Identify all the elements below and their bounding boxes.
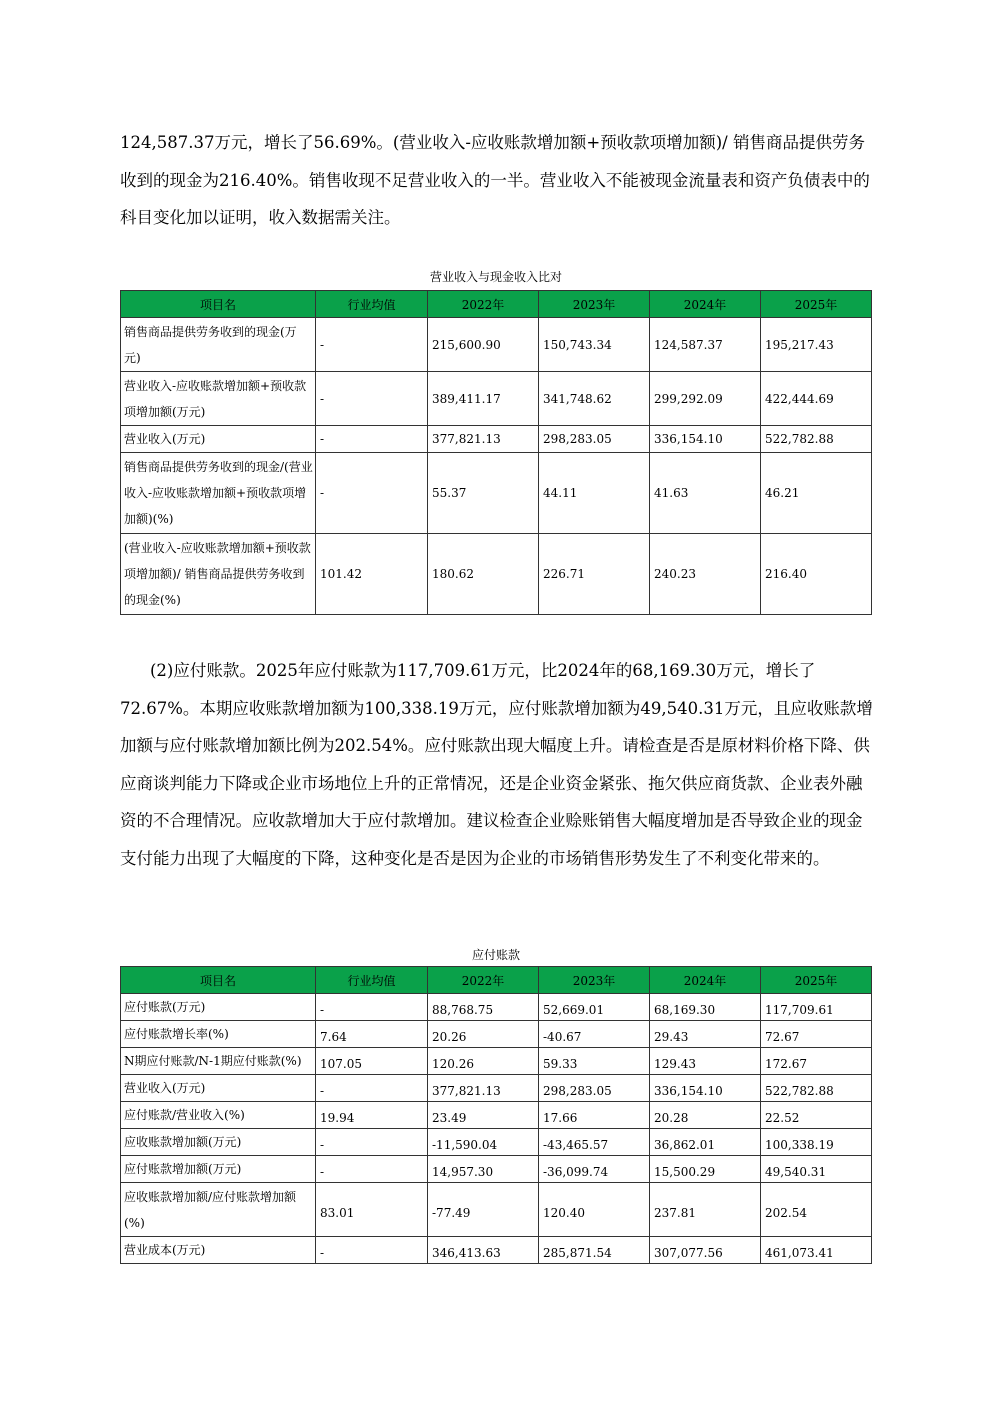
row-label: 应付账款增长率(%) <box>121 1021 316 1048</box>
row-label: N期应付账款/N-1期应付账款(%) <box>121 1048 316 1075</box>
table-cell: 336,154.10 <box>650 426 761 453</box>
table-cell: 7.64 <box>316 1021 428 1048</box>
table-cell: 101.42 <box>316 534 428 615</box>
table-cell: 83.01 <box>316 1183 428 1237</box>
table1-caption: 营业收入与现金收入比对 <box>429 270 562 284</box>
row-label: 销售商品提供劳务收到的现金(万元) <box>121 318 316 372</box>
row-label: 营业成本(万元) <box>121 1237 316 1264</box>
row-label: 应付账款/营业收入(%) <box>121 1102 316 1129</box>
column-header: 2024年 <box>650 967 761 994</box>
table-cell: 124,587.37 <box>650 318 761 372</box>
table-cell: 14,957.30 <box>428 1156 539 1183</box>
table-cell: 240.23 <box>650 534 761 615</box>
table-cell: 29.43 <box>650 1021 761 1048</box>
table-cell: - <box>316 318 428 372</box>
table-row <box>121 453 872 534</box>
column-header: 行业均值 <box>316 967 428 994</box>
table-cell: - <box>316 1075 428 1102</box>
table-cell: 19.94 <box>316 1102 428 1129</box>
table-cell: - <box>316 1156 428 1183</box>
table-row <box>121 994 872 1021</box>
table-cell: 180.62 <box>428 534 539 615</box>
table-cell: 522,782.88 <box>761 426 872 453</box>
table-cell: 120.40 <box>539 1183 650 1237</box>
column-header: 项目名 <box>121 967 316 994</box>
table-cell: 41.63 <box>650 453 761 534</box>
table-cell: 422,444.69 <box>761 372 872 426</box>
table-cell: 20.28 <box>650 1102 761 1129</box>
table-cell: 20.26 <box>428 1021 539 1048</box>
table-row <box>121 1156 872 1183</box>
table-cell: 172.67 <box>761 1048 872 1075</box>
row-label: 营业收入(万元) <box>121 426 316 453</box>
column-header: 2022年 <box>428 967 539 994</box>
table-cell: 107.05 <box>316 1048 428 1075</box>
table-cell: 17.66 <box>539 1102 650 1129</box>
table-cell: 215,600.90 <box>428 318 539 372</box>
table-row <box>121 426 872 453</box>
table-row <box>121 534 872 615</box>
table2-caption: 应付账款 <box>471 948 520 962</box>
table-row <box>121 1048 872 1075</box>
accounts-payable-paragraph: (2)应付账款。2025年应付账款为117,709.61万元，比2024年的68,169.30万元，增长了72.67%。本期应收账款增加额为100,338.19万元，应付账款增加额为49,540.31万元，且应收账款增加额与应付账款增加额比例为202.54%。应付账款出现大幅度上升。请检查是否是原材料价格下降、供应商谈判能力下降或企业市场地位上升的正常情况，还是企业资金紧张、拖欠供应商货款、企业表外融资的不合理情况。应收款增加大于应付款增加。建议检查企业赊账销售大幅度增加是否导致企业的现金支付能力出现了大幅度的下降，这种变化是否是因为企业的市场销售形势发生了不利变化带来的。 <box>120 661 873 868</box>
table-cell: - <box>316 453 428 534</box>
table-row <box>121 1075 872 1102</box>
table-header-row <box>121 967 872 994</box>
table-cell: 15,500.29 <box>650 1156 761 1183</box>
table-cell: 150,743.34 <box>539 318 650 372</box>
table-cell: 23.49 <box>428 1102 539 1129</box>
row-label: (营业收入-应收账款增加额+预收款项增加额)/ 销售商品提供劳务收到的现金(%) <box>121 534 316 615</box>
column-header: 2025年 <box>761 291 872 318</box>
row-label: 营业收入(万元) <box>121 1075 316 1102</box>
row-label: 应付账款增加额(万元) <box>121 1156 316 1183</box>
accounts-payable-table <box>120 966 872 1264</box>
column-header: 2025年 <box>761 967 872 994</box>
table-cell: 202.54 <box>761 1183 872 1237</box>
table-cell: 341,748.62 <box>539 372 650 426</box>
table-cell: 461,073.41 <box>761 1237 872 1264</box>
column-header: 行业均值 <box>316 291 428 318</box>
table-cell: - <box>316 1129 428 1156</box>
table-cell: 237.81 <box>650 1183 761 1237</box>
row-label: 营业收入-应收账款增加额+预收款项增加额(万元) <box>121 372 316 426</box>
table-cell: 52,669.01 <box>539 994 650 1021</box>
table-header-row <box>121 291 872 318</box>
table-cell: -77.49 <box>428 1183 539 1237</box>
table-row <box>121 1021 872 1048</box>
table-cell: 129.43 <box>650 1048 761 1075</box>
table-cell: 88,768.75 <box>428 994 539 1021</box>
table-cell: 59.33 <box>539 1048 650 1075</box>
table-cell: -36,099.74 <box>539 1156 650 1183</box>
intro-paragraph: 124,587.37万元，增长了56.69%。(营业收入-应收账款增加额+预收款项增加额)/ 销售商品提供劳务收到的现金为216.40%。销售收现不足营业收入的一半。营业收入不能被现金流量表和资产负债表中的科目变化加以证明，收入数据需关注。 <box>120 133 870 227</box>
table-row <box>121 1129 872 1156</box>
table-cell: 522,782.88 <box>761 1075 872 1102</box>
column-header: 2024年 <box>650 291 761 318</box>
column-header: 2023年 <box>539 967 650 994</box>
table-cell: 49,540.31 <box>761 1156 872 1183</box>
row-label: 应收账款增加额/应付账款增加额(%) <box>121 1183 316 1237</box>
table-cell: - <box>316 1237 428 1264</box>
table-row <box>121 1102 872 1129</box>
table-cell: 285,871.54 <box>539 1237 650 1264</box>
table-cell: 307,077.56 <box>650 1237 761 1264</box>
revenue-cash-table <box>120 290 872 615</box>
column-header: 2023年 <box>539 291 650 318</box>
table-cell: 195,217.43 <box>761 318 872 372</box>
table-cell: 68,169.30 <box>650 994 761 1021</box>
table-cell: -11,590.04 <box>428 1129 539 1156</box>
row-label: 应收账款增加额(万元) <box>121 1129 316 1156</box>
table-cell: 36,862.01 <box>650 1129 761 1156</box>
row-label: 应付账款(万元) <box>121 994 316 1021</box>
table-cell: 216.40 <box>761 534 872 615</box>
table-row <box>121 1183 872 1237</box>
table-row <box>121 318 872 372</box>
table-cell: 22.52 <box>761 1102 872 1129</box>
table-cell: 226.71 <box>539 534 650 615</box>
table-cell: 72.67 <box>761 1021 872 1048</box>
table-cell: 299,292.09 <box>650 372 761 426</box>
table-cell: 100,338.19 <box>761 1129 872 1156</box>
table-cell: - <box>316 426 428 453</box>
table-cell: 377,821.13 <box>428 1075 539 1102</box>
table-cell: 346,413.63 <box>428 1237 539 1264</box>
table-cell: - <box>316 372 428 426</box>
column-header: 2022年 <box>428 291 539 318</box>
table-cell: 377,821.13 <box>428 426 539 453</box>
table-cell: 336,154.10 <box>650 1075 761 1102</box>
row-label: 销售商品提供劳务收到的现金/(营业收入-应收账款增加额+预收款项增加额)(%) <box>121 453 316 534</box>
table-cell: 389,411.17 <box>428 372 539 426</box>
table-cell: 55.37 <box>428 453 539 534</box>
column-header: 项目名 <box>121 291 316 318</box>
table-cell: 120.26 <box>428 1048 539 1075</box>
table-cell: 44.11 <box>539 453 650 534</box>
table-cell: -43,465.57 <box>539 1129 650 1156</box>
table-cell: 46.21 <box>761 453 872 534</box>
table-row <box>121 372 872 426</box>
table-cell: 298,283.05 <box>539 426 650 453</box>
table-cell: 117,709.61 <box>761 994 872 1021</box>
table-row <box>121 1237 872 1264</box>
table-cell: -40.67 <box>539 1021 650 1048</box>
table-cell: 298,283.05 <box>539 1075 650 1102</box>
table-cell: - <box>316 994 428 1021</box>
